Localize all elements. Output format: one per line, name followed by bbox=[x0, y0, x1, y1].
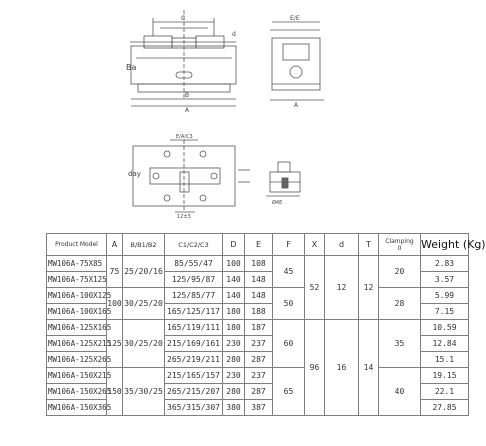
cell-f: 60 bbox=[273, 320, 305, 368]
cell-d: 280 bbox=[223, 384, 245, 400]
cell-e: 188 bbox=[245, 304, 273, 320]
top-view-label-day: day bbox=[128, 170, 141, 178]
cell-f: 65 bbox=[273, 368, 305, 416]
cell-weight: 3.57 bbox=[421, 272, 469, 288]
cell-e: 148 bbox=[245, 288, 273, 304]
header-dd: d bbox=[325, 234, 359, 256]
cell-e: 108 bbox=[245, 256, 273, 272]
cell-e: 237 bbox=[245, 336, 273, 352]
cell-c: 215/169/161 bbox=[165, 336, 223, 352]
cell-a: 75 bbox=[107, 256, 123, 288]
cell-x: 96 bbox=[305, 320, 325, 416]
cell-e: 187 bbox=[245, 320, 273, 336]
cell-e: 237 bbox=[245, 368, 273, 384]
cell-model: MW106A-100X125 bbox=[47, 288, 107, 304]
cell-a: 125 bbox=[107, 320, 123, 368]
cell-weight: 12.84 bbox=[421, 336, 469, 352]
cell-c: 85/55/47 bbox=[165, 256, 223, 272]
cell-d: 140 bbox=[223, 288, 245, 304]
cell-c: 165/119/111 bbox=[165, 320, 223, 336]
cell-c: 265/215/207 bbox=[165, 384, 223, 400]
cell-d: 180 bbox=[223, 304, 245, 320]
cell-d: 230 bbox=[223, 368, 245, 384]
cell-b: 35/30/25 bbox=[123, 368, 165, 416]
cell-f: 50 bbox=[273, 288, 305, 320]
side-view-drawing bbox=[270, 22, 324, 100]
detail-label: Ø4E bbox=[272, 200, 283, 206]
cell-e: 148 bbox=[245, 272, 273, 288]
header-f: F bbox=[273, 234, 305, 256]
cell-model: MW106A-75X125 bbox=[47, 272, 107, 288]
cell-c: 265/219/211 bbox=[165, 352, 223, 368]
cell-model: MW106A-150X215 bbox=[47, 368, 107, 384]
cell-weight: 10.59 bbox=[421, 320, 469, 336]
cell-model: MW106A-125X215 bbox=[47, 336, 107, 352]
header-model: Product Model bbox=[47, 234, 107, 256]
cell-model: MW106A-100X165 bbox=[47, 304, 107, 320]
cell-b: 25/20/16 bbox=[123, 256, 165, 288]
cell-clamping: 28 bbox=[379, 288, 421, 320]
front-view-label-b: B bbox=[185, 92, 190, 99]
top-view-label-dims-top: E∕A∕C3 bbox=[176, 134, 193, 140]
cell-clamping: 35 bbox=[379, 320, 421, 368]
front-view-label-ba: Ba bbox=[126, 63, 137, 72]
spec-table bbox=[46, 233, 486, 416]
cell-model: MW106A-150X365 bbox=[47, 400, 107, 416]
cell-d: 280 bbox=[223, 352, 245, 368]
header-weight: Weight (Kg) bbox=[421, 234, 469, 256]
cell-weight: 27.85 bbox=[421, 400, 469, 416]
cell-f: 45 bbox=[273, 256, 305, 288]
cell-a: 150 bbox=[107, 368, 123, 416]
cell-x: 52 bbox=[305, 256, 325, 320]
cell-model: MW106A-75X85 bbox=[47, 256, 107, 272]
front-view-drawing bbox=[130, 10, 236, 106]
header-c: C1/C2/C3 bbox=[165, 234, 223, 256]
cell-weight: 5.99 bbox=[421, 288, 469, 304]
front-view-label-a: A bbox=[185, 107, 190, 114]
cell-d: 230 bbox=[223, 336, 245, 352]
cell-a: 100 bbox=[107, 288, 123, 320]
cell-weight: 19.15 bbox=[421, 368, 469, 384]
header-t: T bbox=[359, 234, 379, 256]
header-b: B/B1/B2 bbox=[123, 234, 165, 256]
cell-clamping: 20 bbox=[379, 256, 421, 288]
top-view-drawing bbox=[133, 140, 250, 212]
cell-e: 287 bbox=[245, 352, 273, 368]
header-clamping-sub: 0 bbox=[397, 244, 402, 252]
cell-weight: 22.1 bbox=[421, 384, 469, 400]
cell-t: 14 bbox=[359, 320, 379, 416]
side-view-label-a: A bbox=[294, 102, 299, 109]
header-d: D bbox=[223, 234, 245, 256]
front-view-label-c: C bbox=[181, 15, 186, 22]
cell-weight: 2.83 bbox=[421, 256, 469, 272]
cell-weight: 15.1 bbox=[421, 352, 469, 368]
cell-c: 165/125/117 bbox=[165, 304, 223, 320]
top-view-label-dims-bottom: 12±3 bbox=[177, 214, 191, 220]
cell-dd: 16 bbox=[325, 320, 359, 416]
cell-model: MW106A-150X265 bbox=[47, 384, 107, 400]
cell-d: 180 bbox=[223, 320, 245, 336]
header-a: A bbox=[107, 234, 123, 256]
cell-dd: 12 bbox=[325, 256, 359, 320]
table-row bbox=[47, 288, 469, 304]
cell-weight: 7.15 bbox=[421, 304, 469, 320]
cell-e: 387 bbox=[245, 400, 273, 416]
table-row bbox=[47, 368, 469, 384]
side-view-label-e: E∕E bbox=[290, 15, 300, 22]
cell-b: 30/25/20 bbox=[123, 320, 165, 368]
cell-c: 125/85/77 bbox=[165, 288, 223, 304]
cell-model: MW106A-125X165 bbox=[47, 320, 107, 336]
cell-clamping: 40 bbox=[379, 368, 421, 416]
cell-d: 380 bbox=[223, 400, 245, 416]
table-row bbox=[47, 256, 469, 272]
header-clamping bbox=[379, 234, 421, 256]
header-clamping-label: Clamping bbox=[385, 237, 414, 245]
spec-table-container bbox=[46, 233, 486, 416]
cell-c: 215/165/157 bbox=[165, 368, 223, 384]
header-x: X bbox=[305, 234, 325, 256]
cell-d: 140 bbox=[223, 272, 245, 288]
front-view-label-d: d bbox=[232, 31, 236, 38]
header-e: E bbox=[245, 234, 273, 256]
table-row bbox=[47, 320, 469, 336]
header-row bbox=[47, 234, 469, 256]
cell-b: 30/25/20 bbox=[123, 288, 165, 320]
cell-c: 365/315/307 bbox=[165, 400, 223, 416]
cell-t: 12 bbox=[359, 256, 379, 320]
cell-e: 287 bbox=[245, 384, 273, 400]
cell-model: MW106A-125X265 bbox=[47, 352, 107, 368]
cell-d: 100 bbox=[223, 256, 245, 272]
detail-drawing bbox=[266, 162, 300, 196]
cell-c: 125/95/87 bbox=[165, 272, 223, 288]
